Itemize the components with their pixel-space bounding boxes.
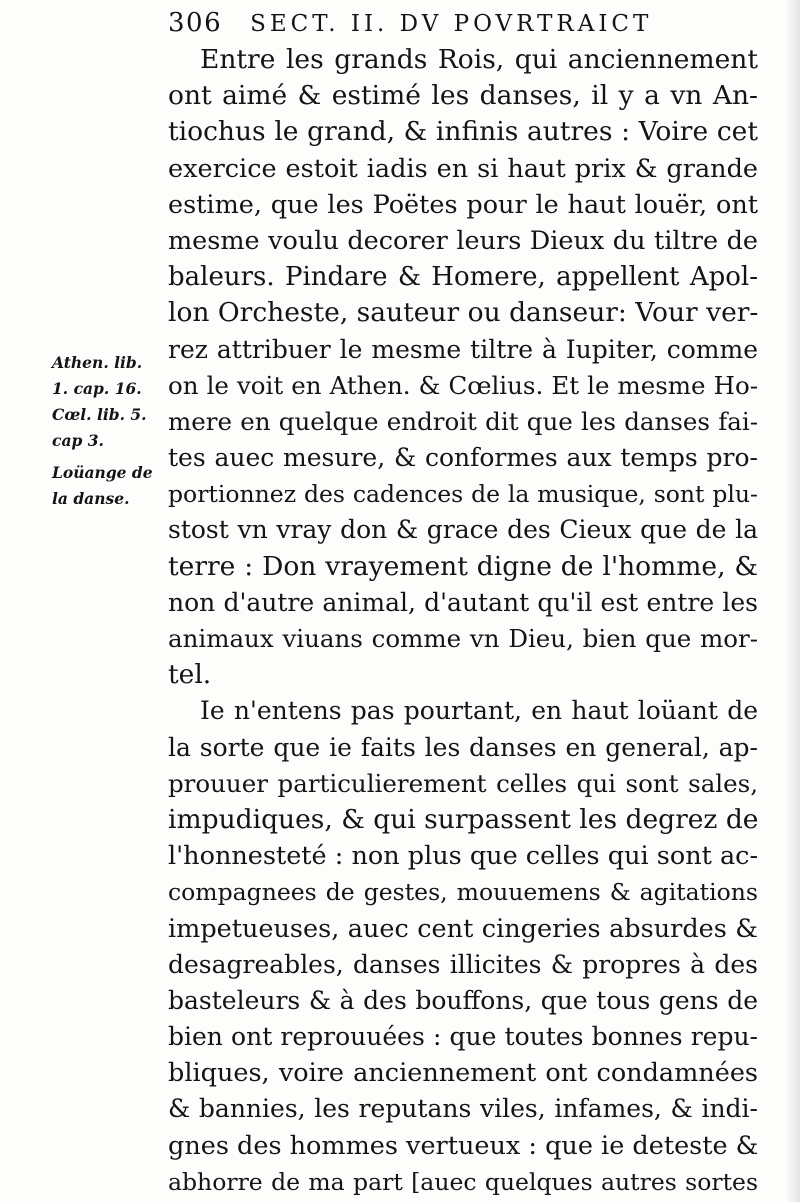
- text-line: desagreables, danses illicites & propres à des: [168, 949, 758, 979]
- text-line: mesme voulu decorer leurs Dieux du tiltre de: [168, 225, 758, 256]
- text-line: rez attribuer le mesme tiltre à Iupiter, comme: [168, 334, 758, 364]
- running-title: SECT. II. DV POVRTRAICT: [250, 11, 653, 37]
- text-line: compagnees de gestes, mouuemens & agitations: [168, 878, 758, 907]
- text-line: impudiques, & qui surpassent les degrez de: [168, 803, 759, 835]
- margin-note: Cœl. lib. 5.: [52, 405, 147, 424]
- text-line: Entre les grands Rois, qui anciennement: [200, 44, 758, 75]
- margin-note: Loüange de: [52, 463, 153, 482]
- text-line: bliques, voire anciennement ont condamnées: [168, 1058, 758, 1089]
- text-line: terre : Don vrayement digne de l'homme, &: [168, 550, 758, 582]
- margin-note: Athen. lib.: [52, 353, 143, 372]
- text-line: gnes des hommes vertueux : que ie deteste &: [168, 1130, 759, 1161]
- text-line: abhorre de ma part [auec quelques autres sortes: [168, 1167, 758, 1196]
- text-line: tes auec mesure, & conformes aux temps pro-: [168, 443, 758, 473]
- page-edge-shadow: [786, 0, 800, 1202]
- margin-note: la danse.: [52, 489, 130, 508]
- text-line: tel.: [168, 659, 212, 691]
- text-line: on le voit en Athen. & Cœlius. Et le mesme Ho-: [168, 370, 758, 400]
- text-line: lon Orcheste, sauteur ou danseur: Vour ver-: [168, 297, 759, 329]
- text-line: la sorte que ie faits les danses en general, ap-: [168, 732, 758, 762]
- text-line: non d'autre animal, d'autant qu'il est entre les: [168, 587, 758, 617]
- text-line: prouuer particulierement celles qui sont sales,: [168, 768, 758, 798]
- text-line: stost vn vray don & grace des Cieux que de la: [168, 515, 758, 545]
- text-line: portionnez des cadences de la musique, sont plu-: [168, 480, 758, 509]
- margin-note: 1. cap. 16.: [52, 379, 142, 398]
- text-line: Ie n'entens pas pourtant, en haut loüant de: [200, 696, 758, 726]
- body-text: [168, 42, 758, 1200]
- text-line: mere en quelque endroit dit que les danses fai-: [168, 406, 758, 436]
- text-line: exercice estoit iadis en si haut prix & grande: [168, 153, 758, 184]
- text-line: animaux viuans comme vn Dieu, bien que mor-: [168, 624, 758, 653]
- page-number: 306: [168, 8, 223, 38]
- margin-notes: [52, 350, 170, 512]
- text-line: ont aimé & estimé les danses, il y a vn An-: [168, 80, 758, 112]
- margin-note: cap 3.: [52, 431, 104, 450]
- text-line: tiochus le grand, & infinis autres : Voire cet: [168, 116, 758, 148]
- text-line: baleurs. Pindare & Homere, appellent Apol-: [168, 262, 758, 293]
- text-line: bien ont reprouuées : que toutes bonnes repu-: [168, 1022, 758, 1052]
- text-line: & bannies, les reputans viles, infames, & indi-: [168, 1094, 758, 1124]
- text-line: estime, que les Poëtes pour le haut louër, ont: [168, 189, 758, 220]
- text-line: l'honnesteté : non plus que celles qui sont ac-: [168, 841, 759, 872]
- text-line: impetueuses, auec cent cingeries absurdes &: [168, 913, 758, 944]
- text-line: basteleurs & à des bouffons, que tous gens de: [168, 985, 758, 1015]
